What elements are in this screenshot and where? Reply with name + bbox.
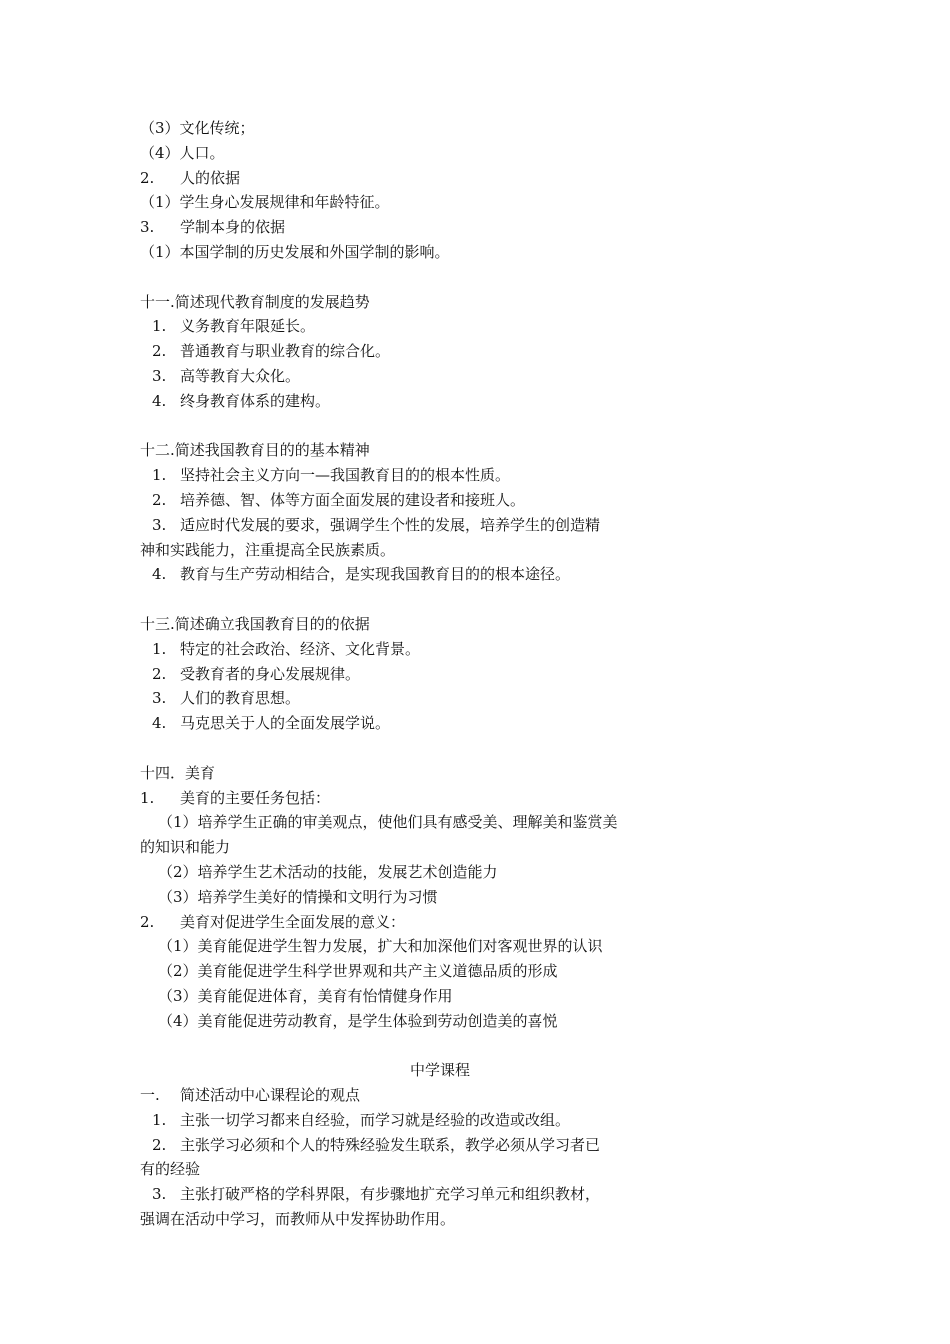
sub-heading: 1. 美育的主要任务包括： [140, 788, 331, 807]
list-item: （3）美育能促进体育，美育有怡情健身作用 [158, 986, 453, 1005]
text-line: （1）学生身心发展规律和年龄特征。 [140, 193, 390, 212]
section-title: 十二.简述我国教育目的的基本精神 [140, 441, 370, 460]
text-line: （3）文化传统； [140, 119, 255, 137]
list-item: 4. 教育与生产劳动相结合，是实现我国教育目的的根本途径。 [152, 565, 571, 584]
section-title: 十四．美育 [140, 763, 216, 782]
list-item: （1）培养学生正确的审美观点，使他们具有感受美、理解美和鉴赏美 [158, 813, 618, 832]
list-item: 4. 马克思关于人的全面发展学说。 [152, 714, 391, 733]
list-item: 2. 受教育者的身心发展规律。 [152, 664, 361, 683]
list-item: 1. 义务教育年限延长。 [152, 317, 316, 336]
text-line: （4）人口。 [140, 143, 225, 162]
list-item: 3. 主张打破严格的学科界限，有步骤地扩充学习单元和组织教材， [152, 1185, 601, 1204]
list-item-continuation: 神和实践能力，注重提高全民族素质。 [140, 540, 396, 559]
list-item-continuation: 强调在活动中学习，而教师从中发挥协助作用。 [140, 1210, 456, 1229]
sub-heading: 2. 美育对促进学生全面发展的意义： [140, 912, 406, 931]
section-title: 十一.简述现代教育制度的发展趋势 [140, 292, 370, 311]
list-item: （3）培养学生美好的情操和文明行为习惯 [158, 887, 438, 906]
list-item-continuation: 的知识和能力 [140, 838, 231, 857]
list-item: （1）美育能促进学生智力发展，扩大和加深他们对客观世界的认识 [158, 937, 603, 956]
heading-line: 2. 人的依据 [140, 168, 241, 187]
list-item: （2）培养学生艺术活动的技能，发展艺术创造能力 [158, 862, 498, 881]
document-page [140, 116, 680, 1232]
list-item: 3. 高等教育大众化。 [152, 366, 301, 385]
text-line: （1）本国学制的历史发展和外国学制的影响。 [140, 242, 450, 261]
list-item: 2. 主张学习必须和个人的特殊经验发生联系，教学必须从学习者已 [152, 1135, 601, 1154]
spacer [140, 265, 680, 290]
list-item: 1. 特定的社会政治、经济、文化背景。 [152, 639, 421, 658]
list-item-continuation: 有的经验 [140, 1160, 201, 1179]
list-item: 2. 培养德、智、体等方面全面发展的建设者和接班人。 [152, 490, 526, 509]
list-item: 2. 普通教育与职业教育的综合化。 [152, 342, 391, 361]
question-title: 一. 简述活动中心课程论的观点 [140, 1086, 361, 1105]
list-item: 1. 坚持社会主义方向一—我国教育目的的根本性质。 [152, 466, 511, 485]
spacer [140, 736, 680, 761]
list-item: （2）美育能促进学生科学世界观和共产主义道德品质的形成 [158, 962, 558, 981]
list-item: （4）美育能促进劳动教育，是学生体验到劳动创造美的喜悦 [158, 1011, 558, 1030]
list-item: 1. 主张一切学习都来自经验，而学习就是经验的改造或改组。 [152, 1110, 571, 1129]
list-item: 4. 终身教育体系的建构。 [152, 391, 331, 410]
section-title: 十三.简述确立我国教育目的的依据 [140, 614, 370, 633]
spacer [140, 414, 680, 439]
heading-line: 3. 学制本身的依据 [140, 218, 286, 237]
list-item: 3. 适应时代发展的要求，强调学生个性的发展，培养学生的创造精 [152, 515, 601, 534]
spacer [140, 587, 680, 612]
list-item: 3. 人们的教育思想。 [152, 689, 301, 708]
spacer [140, 1033, 680, 1058]
chapter-heading: 中学课程 [409, 1061, 470, 1080]
